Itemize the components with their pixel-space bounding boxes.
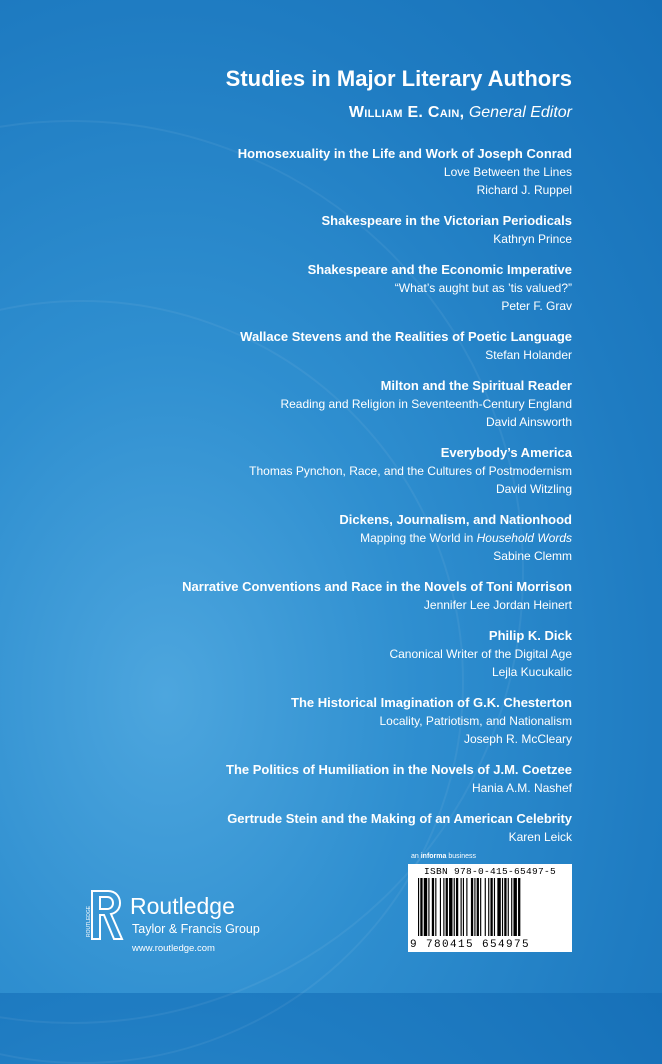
- book-author: Sabine Clemm: [493, 549, 572, 563]
- book-title: Homosexuality in the Life and Work of Joseph Conrad: [237, 146, 572, 161]
- book-author: Karen Leick: [508, 830, 572, 844]
- book-entry: [52, 627, 572, 681]
- logo-vertical-text: ROUTLEDGE: [86, 905, 92, 937]
- isbn-barcode: [408, 864, 572, 952]
- barcode-bar: [511, 878, 512, 936]
- book-author: Hania A.M. Nashef: [471, 781, 572, 795]
- barcode-bar: [513, 878, 516, 936]
- barcode-bar: [480, 878, 481, 936]
- book-entry: [52, 444, 572, 498]
- barcode-bar: [497, 878, 500, 936]
- book-entry: [52, 578, 572, 614]
- book-list: [52, 145, 572, 859]
- barcode-digits: 9 780415 654975: [410, 939, 531, 951]
- book-entry: [52, 511, 572, 565]
- barcode-bar: [504, 878, 506, 936]
- barcode-bar: [418, 878, 419, 936]
- barcode-bar: [424, 878, 427, 936]
- book-title: Wallace Stevens and the Realities of Poetic Language: [240, 329, 572, 344]
- book-subtitle-text: Mapping the World in: [360, 531, 477, 545]
- book-title: Narrative Conventions and Race in the Novels of Toni Morrison: [182, 579, 572, 594]
- routledge-logo-icon: [86, 889, 126, 941]
- book-author: Joseph R. McCleary: [463, 732, 572, 746]
- book-author: Kathryn Prince: [493, 232, 572, 246]
- barcode-bar: [443, 878, 444, 936]
- barcode-bar: [432, 878, 434, 936]
- series-title: Studies in Major Literary Authors: [225, 66, 572, 91]
- book-entry: [52, 145, 572, 199]
- book-title: Milton and the Spiritual Reader: [380, 378, 572, 393]
- book-subtitle: Canonical Writer of the Digital Age: [389, 647, 572, 661]
- book-author: Peter F. Grav: [501, 299, 572, 313]
- book-subtitle: Locality, Patriotism, and Nationalism: [379, 714, 572, 728]
- book-author: Jennifer Lee Jordan Heinert: [423, 598, 572, 612]
- barcode-bar: [477, 878, 479, 936]
- barcode-bar: [456, 878, 458, 936]
- publisher-website: www.routledge.com: [132, 943, 215, 954]
- book-title: Dickens, Journalism, and Nationhood: [339, 512, 572, 527]
- book-author: Stefan Holander: [485, 348, 572, 362]
- book-subtitle-italic: Household Words: [476, 531, 572, 545]
- book-subtitle: “What’s aught but as ’tis valued?”: [394, 281, 572, 295]
- barcode-bar: [428, 878, 429, 936]
- barcode-bar: [420, 878, 422, 936]
- isbn-label: ISBN 978-0-415-65497-5: [423, 866, 557, 877]
- publisher-division: Taylor & Francis Group: [132, 922, 260, 936]
- barcode-bar: [508, 878, 509, 936]
- barcode-bar: [449, 878, 452, 936]
- barcode-bar: [494, 878, 495, 936]
- barcode-bars: [418, 878, 564, 936]
- book-title: Gertrude Stein and the Making of an American Celebrity: [227, 811, 572, 826]
- book-entry: [52, 261, 572, 315]
- book-author: Richard J. Ruppel: [476, 183, 572, 197]
- book-author: David Witzling: [495, 482, 572, 496]
- book-author: Lejla Kucukalic: [491, 665, 572, 679]
- book-author: David Ainsworth: [485, 415, 572, 429]
- book-subtitle: Love Between the Lines: [443, 165, 572, 179]
- book-title: The Politics of Humiliation in the Novels of J.M. Coetzee: [226, 762, 572, 777]
- book-title: Philip K. Dick: [488, 628, 572, 643]
- barcode-bar: [471, 878, 473, 936]
- barcode-bar: [446, 878, 448, 936]
- informa-suffix: business: [446, 853, 476, 860]
- book-subtitle: [52, 529, 572, 547]
- book-title: Everybody’s America: [440, 445, 572, 460]
- book-title: The Historical Imagination of G.K. Chesterton: [291, 695, 572, 710]
- barcode-bar: [488, 878, 489, 936]
- barcode-bar: [440, 878, 441, 936]
- editor-role: General Editor: [468, 104, 572, 121]
- barcode-bar: [435, 878, 436, 936]
- series-editor: [349, 104, 572, 122]
- informa-business-label: [411, 853, 476, 860]
- barcode-bar: [463, 878, 464, 936]
- informa-word: informa: [420, 853, 447, 860]
- barcode-bar: [454, 878, 455, 936]
- informa-prefix: an: [411, 853, 421, 860]
- barcode-bar: [518, 878, 520, 936]
- barcode-bar: [461, 878, 462, 936]
- publisher-name: Routledge: [130, 893, 235, 919]
- book-entry: [52, 810, 572, 846]
- book-subtitle: Thomas Pynchon, Race, and the Cultures of Postmodernism: [249, 464, 572, 478]
- book-entry: [52, 761, 572, 797]
- barcode-bar: [490, 878, 492, 936]
- book-title: Shakespeare in the Victorian Periodicals: [321, 213, 572, 228]
- barcode-bar: [485, 878, 486, 936]
- book-entry: [52, 212, 572, 248]
- book-subtitle: Reading and Religion in Seventeenth-Century England: [280, 397, 572, 411]
- book-entry: [52, 694, 572, 748]
- barcode-bar: [474, 878, 475, 936]
- editor-name: William E. Cain,: [348, 104, 465, 121]
- book-entry: [52, 328, 572, 364]
- book-title: Shakespeare and the Economic Imperative: [307, 262, 572, 277]
- barcode-bar: [502, 878, 503, 936]
- barcode-bar: [466, 878, 467, 936]
- book-entry: [52, 377, 572, 431]
